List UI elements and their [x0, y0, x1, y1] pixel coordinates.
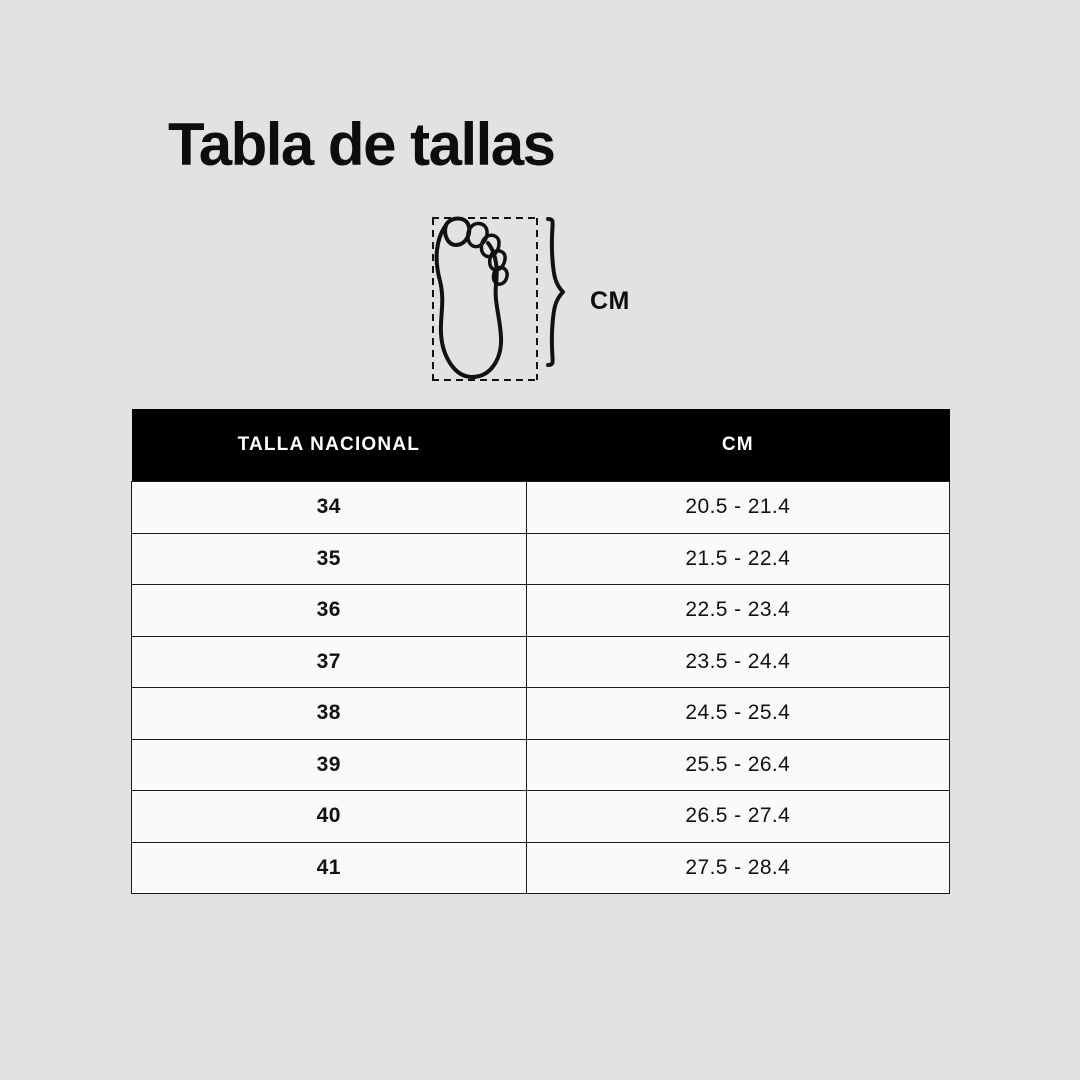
- cell-size: 35: [132, 533, 527, 585]
- cm-measure-label: CM: [590, 287, 630, 315]
- cell-size: 38: [132, 688, 527, 740]
- cell-cm: 26.5 - 27.4: [526, 791, 949, 843]
- table-row: [132, 636, 950, 688]
- footprint-icon: [410, 205, 670, 395]
- cell-size: 37: [132, 636, 527, 688]
- table-row: [132, 842, 950, 894]
- table-row: [132, 533, 950, 585]
- cell-cm: 25.5 - 26.4: [526, 739, 949, 791]
- cell-cm: 21.5 - 22.4: [526, 533, 949, 585]
- size-table-wrapper: [131, 409, 950, 894]
- table-row: [132, 585, 950, 637]
- table-row: [132, 791, 950, 843]
- table-body: [132, 482, 950, 894]
- page-title: Tabla de tallas: [168, 111, 555, 178]
- table-row: [132, 688, 950, 740]
- table-row: [132, 739, 950, 791]
- foot-measurement-diagram: [410, 205, 670, 395]
- table-row: [132, 482, 950, 534]
- table-header-row: [132, 409, 950, 482]
- header-talla-nacional: TALLA NACIONAL: [132, 409, 527, 482]
- cell-cm: 20.5 - 21.4: [526, 482, 949, 534]
- cell-size: 36: [132, 585, 527, 637]
- header-cm: CM: [526, 409, 949, 482]
- table-head: [132, 409, 950, 482]
- cell-size: 39: [132, 739, 527, 791]
- size-table: [131, 409, 950, 894]
- cell-size: 41: [132, 842, 527, 894]
- cell-size: 40: [132, 791, 527, 843]
- cell-cm: 23.5 - 24.4: [526, 636, 949, 688]
- cell-cm: 24.5 - 25.4: [526, 688, 949, 740]
- cell-size: 34: [132, 482, 527, 534]
- cell-cm: 22.5 - 23.4: [526, 585, 949, 637]
- cell-cm: 27.5 - 28.4: [526, 842, 949, 894]
